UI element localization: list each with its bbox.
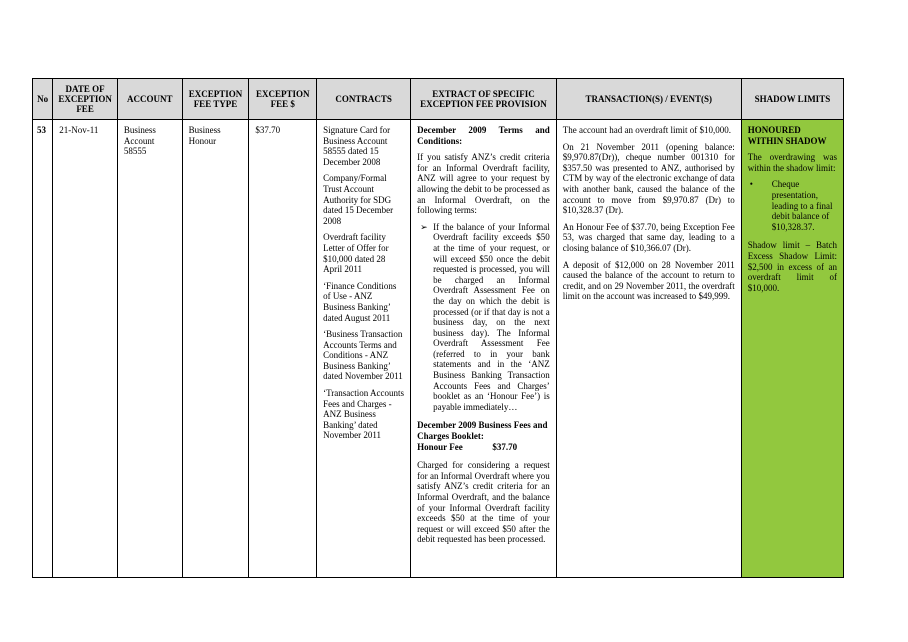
cell-transactions — [556, 120, 741, 578]
bullet-dot-icon: • — [749, 179, 753, 190]
header-transactions: TRANSACTION(S) / EVENT(S) — [556, 79, 741, 120]
transaction-paragraph: On 21 November 2011 (opening balance: $9,970.87(Dr)), cheque number 001310 for $357.50 was presented to ANZ, authorised by CTM by way of the electronic exchange of data with another bank, caused the balance of the account to move from $9,970.87 (Dr) to $10,328.37 (Dr). — [562, 141, 735, 216]
honour-fee-label: Honour Fee — [417, 441, 463, 452]
table-row — [33, 120, 844, 578]
header-fee: EXCEPTION FEE $ — [249, 79, 317, 120]
list-item — [749, 179, 837, 232]
cell-fee — [249, 120, 317, 578]
cell-account — [117, 120, 182, 578]
contract-item: ‘Business Transaction Accounts Terms and Conditions - ANZ Business Banking’ dated November 2011 — [323, 329, 403, 382]
extract-bullet-text: If the balance of your Informal Overdraft facility exceeds $50 at the time of your request, or will exceed $50 once the debit requested is processed, you will be charged an Informal Overdraft Assessment Fee on the day on which the debit is processed (or if that day is not a business day, on the next business day). The Informal Overdraft Assessment Fee (referred to in your bank statements and in the ‘ANZ Business Banking Transaction Accounts Fees and Charges’ booklet as an ‘Honour Fee’) is payable immediately… — [433, 221, 550, 412]
arrow-bullet-icon: ➢ — [420, 221, 428, 232]
row-number: 53 — [37, 125, 46, 135]
shadow-text: The overdrawing was within the shadow limit: — [747, 152, 837, 173]
transaction-paragraph: The account had an overdraft limit of $10,000. — [562, 125, 731, 135]
cell-no — [33, 120, 53, 578]
shadow-bullet-text: Cheque presentation, leading to a final debit balance of $10,328.37. — [771, 179, 833, 232]
honour-fee-description: Charged for considering a request for an Informal Overdraft where you satisfy ANZ’s credit criteria for an Informal Overdraft, and the balance of your Informal Overdraft facility exceeds $50 at the time of your request or will exceed $50 after the debit requested has been processed. — [417, 460, 550, 545]
cell-shadow — [741, 120, 843, 578]
fee-type: Business Honour — [188, 125, 221, 146]
header-shadow: SHADOW LIMITS — [741, 79, 843, 120]
fee-date: 21-Nov-11 — [59, 125, 99, 135]
cell-date — [53, 120, 118, 578]
cell-contracts — [317, 120, 411, 578]
transaction-paragraph: A deposit of $12,000 on 28 November 2011 caused the balance of the account to return to credit, and on 29 November 2011, the overdraft limit on the account was increased to $49,999. — [562, 259, 735, 302]
header-no: No — [33, 79, 53, 120]
shadow-heading: HONOURED WITHIN SHADOW — [747, 125, 827, 146]
contract-item: Overdraft facility Letter of Offer for $10,000 dated 28 April 2011 — [323, 232, 389, 275]
list-item — [420, 221, 550, 413]
contract-item: Signature Card for Business Account 58555 dated 15 December 2008 — [323, 125, 391, 167]
header-date: DATE OF EXCEPTION FEE — [53, 79, 118, 120]
header-row — [33, 79, 844, 120]
header-contracts: CONTRACTS — [317, 79, 411, 120]
shadow-limit-text: Shadow limit – Batch Excess Shadow Limit: $2,500 in excess of an overdraft limit of $10,000. — [747, 240, 837, 293]
exception-fee-table — [32, 78, 844, 578]
cell-type — [182, 120, 249, 578]
contract-item: ‘Finance Conditions of Use - ANZ Business Banking’ dated August 2011 — [323, 280, 397, 323]
contract-item: Company/Formal Trust Account Authority for SDG dated 15 December 2008 — [323, 173, 394, 226]
header-account: ACCOUNT — [117, 79, 182, 120]
account-name: Business Account 58555 — [123, 125, 156, 157]
header-type: EXCEPTION FEE TYPE — [182, 79, 249, 120]
extract-intro: If you satisfy ANZ’s credit criteria for an Informal Overdraft facility, ANZ will agree to your request by allowing the debit to be processed as an Informal Overdraft, on the following terms: — [417, 152, 550, 216]
honour-fee-line — [417, 442, 517, 453]
contract-item: ‘Transaction Accounts Fees and Charges - ANZ Business Banking’ dated November 2011 — [323, 388, 405, 441]
transaction-paragraph: An Honour Fee of $37.70, being Exception Fee 53, was charged that same day, leading to a closing balance of $10,366.07 (Dr). — [562, 221, 735, 253]
fee-amount: $37.70 — [255, 125, 281, 135]
header-extract: EXTRACT OF SPECIFIC EXCEPTION FEE PROVISION — [411, 79, 557, 120]
shadow-bullet-list — [748, 179, 837, 232]
extract-bullet-list — [417, 222, 550, 413]
extract-heading-terms: December 2009 Terms and Conditions: — [417, 125, 550, 146]
honour-fee-amount: $37.70 — [492, 441, 518, 452]
extract-heading-booklet: December 2009 Business Fees and Charges Booklet: — [417, 420, 548, 442]
cell-extract — [411, 120, 557, 578]
